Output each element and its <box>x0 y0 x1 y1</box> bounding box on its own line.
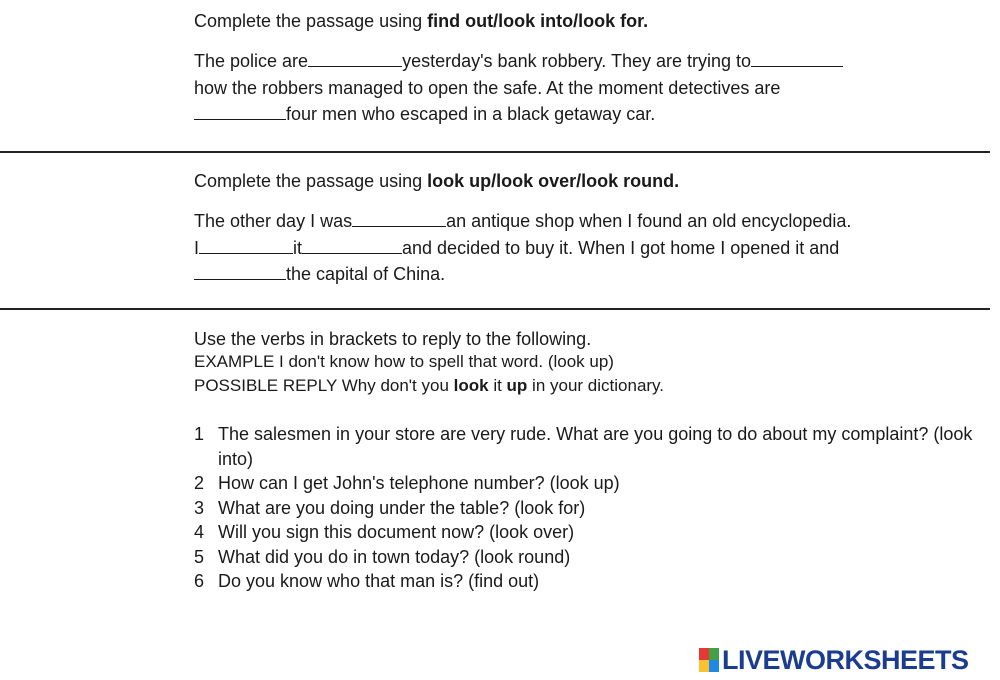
possible-reply-line: POSSIBLE REPLY Why don't you look it up in your dictionary. <box>194 376 665 395</box>
exercise-3-instruction: Use the verbs in brackets to reply to the following. <box>194 329 592 349</box>
exercise-3 <box>194 328 984 398</box>
logo-square <box>699 648 709 660</box>
answer-blank[interactable] <box>751 50 843 67</box>
passage-line: how the robbers managed to open the safe. At the moment detectives are <box>194 77 781 98</box>
logo-square <box>709 648 719 660</box>
passage-line: I it and decided to buy it. When I got home I opened it and <box>194 237 840 258</box>
passage-line: the capital of China. <box>194 261 984 288</box>
answer-blank[interactable] <box>352 210 446 227</box>
question-item: 6 Do you know who that man is? (find out) <box>194 571 540 591</box>
brand-name: LIVEWORKSHEETS <box>722 644 969 675</box>
passage-line: four men who escaped in a black getaway car. <box>194 101 984 128</box>
liveworksheets-logo-icon <box>699 648 719 672</box>
passage-line: The other day I was an antique shop when I found an old encyclopedia. <box>194 211 852 231</box>
question-item: 1 The salesmen in your store are very rude. What are you going to do about my complaint? (look into) <box>194 424 973 469</box>
answer-blank[interactable] <box>199 237 293 254</box>
logo-square <box>709 660 719 672</box>
answer-blank[interactable] <box>194 103 286 120</box>
question-item: 3 What are you doing under the table? (look for) <box>194 497 586 518</box>
exercise-2-passage <box>194 208 984 288</box>
exercise-2 <box>194 170 984 288</box>
section-divider <box>0 151 990 153</box>
exercise-1 <box>194 10 984 128</box>
instruction-verbs: look up/look over/look round. <box>427 171 680 191</box>
logo-square <box>699 660 709 672</box>
example-line: EXAMPLE I don't know how to spell that word. (look up) <box>194 352 614 371</box>
question-item: 4 Will you sign this document now? (look over) <box>194 522 575 542</box>
question-item: 5 What did you do in town today? (look round) <box>194 546 571 567</box>
instruction-text: Complete the passage using <box>194 11 428 31</box>
exercise-2-instruction <box>194 170 984 192</box>
question-item: 2 How can I get John's telephone number? (look up) <box>194 473 620 493</box>
instruction-text: Complete the passage using <box>194 171 428 191</box>
instruction-verbs: find out/look into/look for. <box>427 11 649 31</box>
question-list <box>194 422 984 594</box>
answer-blank[interactable] <box>194 263 286 280</box>
section-divider <box>0 308 990 310</box>
liveworksheets-logo[interactable] <box>699 645 969 675</box>
answer-blank[interactable] <box>302 237 402 254</box>
exercise-1-passage <box>194 48 984 128</box>
exercise-1-instruction <box>194 10 984 32</box>
passage-line: The police are yesterday's bank robbery. They are trying to <box>194 48 984 75</box>
answer-blank[interactable] <box>308 50 402 67</box>
